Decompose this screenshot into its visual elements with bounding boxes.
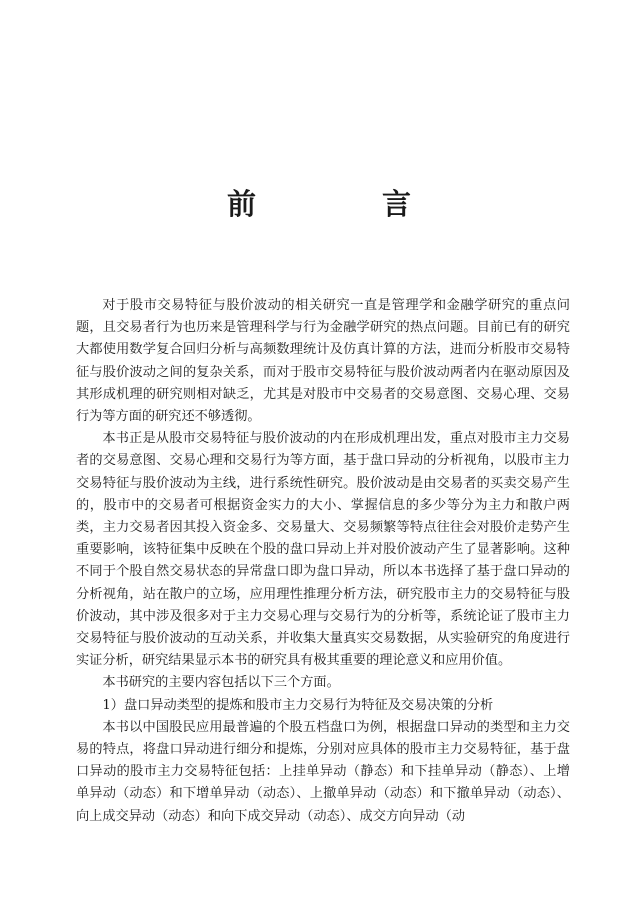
section-heading-1: 1）盘口异动类型的提炼和股市主力交易行为特征及交易决策的分析	[102, 697, 494, 713]
page-title: 前 言	[226, 187, 470, 221]
paragraph-2: 本书正是从股市交易特征与股价波动的内在形成机理出发，重点对股市主力交易者的交易意图、交易心理和交易行为等方面，基于盘口异动的分析视角，以股市主力交易特征与股价波动为主线，进行系统性研究。股价波动是由交易者的买卖交易产生的，股市中的交易者可根据资金实力的大小、掌握信息的多少等分为主力和散户两类，主力交易者因其投入资金多、交易量大、交易频繁等特点往往会对股价走势产生重要影响，该特征集中反映在个股的盘口异动上并对股价波动产生了显著影响。这种不同于个股自然交易状态的异常盘口即为盘口异动，所以本书选择了基于盘口异动的分析视角，站在散户的立场，应用理性推理分析方法，研究股市主力的交易特征与股价波动，其中涉及很多对于主力交易心理与交易行为的分析等，系统论证了股市主力交易特征与股价波动的互动关系，并收集大量真实交易数据，从实验研究的角度进行实证分析，研究结果显示本书的研究具有极其重要的理论意义和应用价值。	[76, 431, 570, 669]
paragraph-4: 本书以中国股民应用最普遍的个股五档盘口为例，根据盘口异动的类型和主力交易的特点，将盘口异动进行细分和提炼，分别对应具体的股市主力交易特征，基于盘口异动的股市主力交易特征包括：上挂单异动（静态）和下挂单异动（静态）、上增单异动（动态）和下增单异动（动态）、上撤单异动（动态）和下撤单异动（动态）、向上成交异动（动态）和向下成交异动（动态）、成交方向异动（动	[76, 719, 570, 824]
paragraph-1: 对于股市交易特征与股价波动的相关研究一直是管理学和金融学研究的重点问题，且交易者行为也历来是管理科学与行为金融学研究的热点问题。目前已有的研究大都使用数学复合回归分析与高频数理统计及仿真计算的方法，进而分析股市交易特征与股价波动之间的复杂关系，而对于股市交易特征与股价波动两者内在驱动原因及其形成机理的研究则相对缺乏，尤其是对股市中交易者的交易意图、交易心理、交易行为等方面的研究还不够透彻。	[76, 298, 570, 425]
body-text	[76, 295, 570, 828]
paragraph-3: 本书研究的主要内容包括以下三个方面。	[102, 675, 340, 691]
